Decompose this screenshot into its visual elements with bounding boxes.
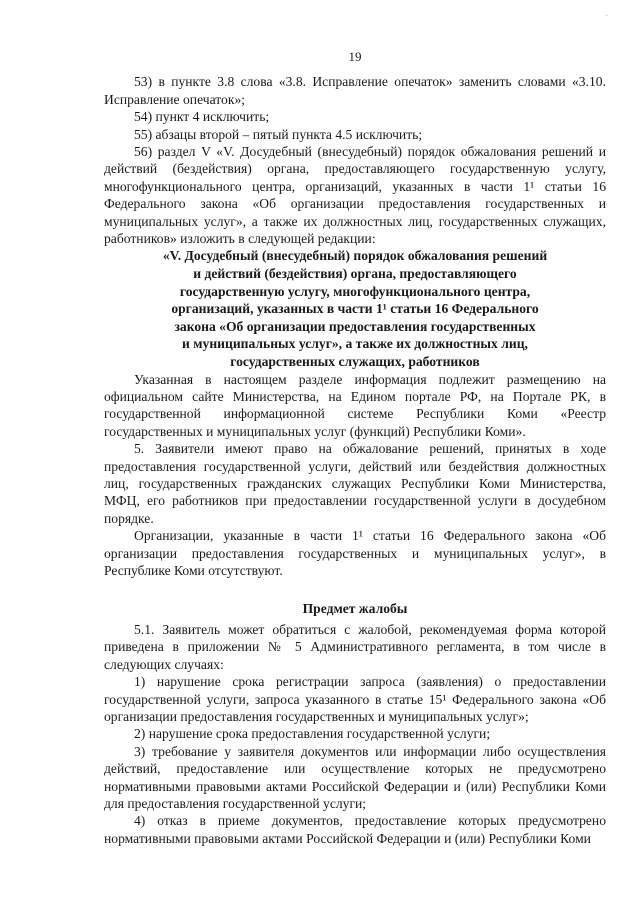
paragraph-case-4: 4) отказ в приеме документов, предоставление которых предусмотрено нормативными правовыми актами Российской Федерации и (или) Республики Коми xyxy=(104,813,606,846)
heading-line: «V. Досудебный (внесудебный) порядок обжалования решений xyxy=(162,248,548,264)
section-v-heading xyxy=(104,247,606,370)
heading-line: закона «Об организации предоставления государственных xyxy=(174,318,536,334)
paragraph-case-3: 3) требование у заявителя документов или информации либо осуществления действий, предоставление или осуществление которых не предусмотрено нормативными правовыми актами Российской Федерации и (или) Республики Коми для предоставления государственной услуги; xyxy=(104,743,606,811)
paragraph-item-55: 55) абзацы второй – пятый пункта 4.5 исключить; xyxy=(134,126,423,142)
heading-line: государственных служащих, работников xyxy=(230,354,480,370)
heading-line: государственную услугу, многофункционального центра, xyxy=(179,283,531,299)
paragraph-appeal-right: 5. Заявители имеют право на обжалование решений, принятых в ходе предоставления государственной услуги, действий или бездействия должностных лиц, государственных гражданских служащих Республики Коми Министерства, МФЦ, его работников при предоставлении государственной услуги в досудебном порядке. xyxy=(104,441,606,526)
page-number: 19 xyxy=(348,49,362,64)
heading-line: организаций, указанных в части 1¹ статьи 16 Федерального xyxy=(171,301,539,317)
paragraph-5-1: 5.1. Заявитель может обратиться с жалобой, рекомендуемая форма которой приведена в приложении № 5 Административного регламента, в том числе в следующих случаях: xyxy=(104,621,606,672)
paragraph-item-53: 53) в пункте 3.8 слова «3.8. Исправление опечаток» заменить словами «3.10. Исправление опечаток»; xyxy=(104,74,606,107)
paragraph-organizations: Организации, указанные в части 1¹ статьи 16 Федерального закона «Об организации предоставления государственных и муниципальных услуг», в Республике Коми отсутствуют. xyxy=(104,528,606,579)
corner-mark: · xyxy=(605,12,608,20)
heading-line: и муниципальных услуг», а также их должностных лиц, xyxy=(182,336,528,352)
paragraph-item-56: 56) раздел V «V. Досудебный (внесудебный) порядок обжалования решений и действий (бездействия) органа, предоставляющего государственную услугу, многофункционального центра, организаций, указанных в части 1¹ статьи 16 Федерального закона «Об организации предоставления государственных и муниципальных услуг», а также их должностных лиц, государственных служащих, работников» изложить в следующей редакции: xyxy=(104,144,606,247)
paragraph-item-54: 54) пункт 4 исключить; xyxy=(134,109,270,125)
paragraph-case-2: 2) нарушение срока предоставления государственной услуги; xyxy=(134,726,491,742)
section-title: Предмет жалобы xyxy=(302,600,408,616)
paragraph-case-1: 1) нарушение срока регистрации запроса (заявления) о предоставлении государственной услуги, запроса указанного в статье 15¹ Федерального закона «Об организации предоставления государственных и муниципальных услуг»; xyxy=(104,674,606,724)
heading-line: и действий (бездействия) органа, предоставляющего xyxy=(193,266,517,282)
paragraph-info-placement: Указанная в настоящем разделе информация подлежит размещению на официальном сайте Министерства, на Едином портале РФ, на Портале РК, в государственной информационной системе Республики Коми «Реестр государственных и муниципальных услуг (функций) Республики Коми». xyxy=(104,371,606,439)
